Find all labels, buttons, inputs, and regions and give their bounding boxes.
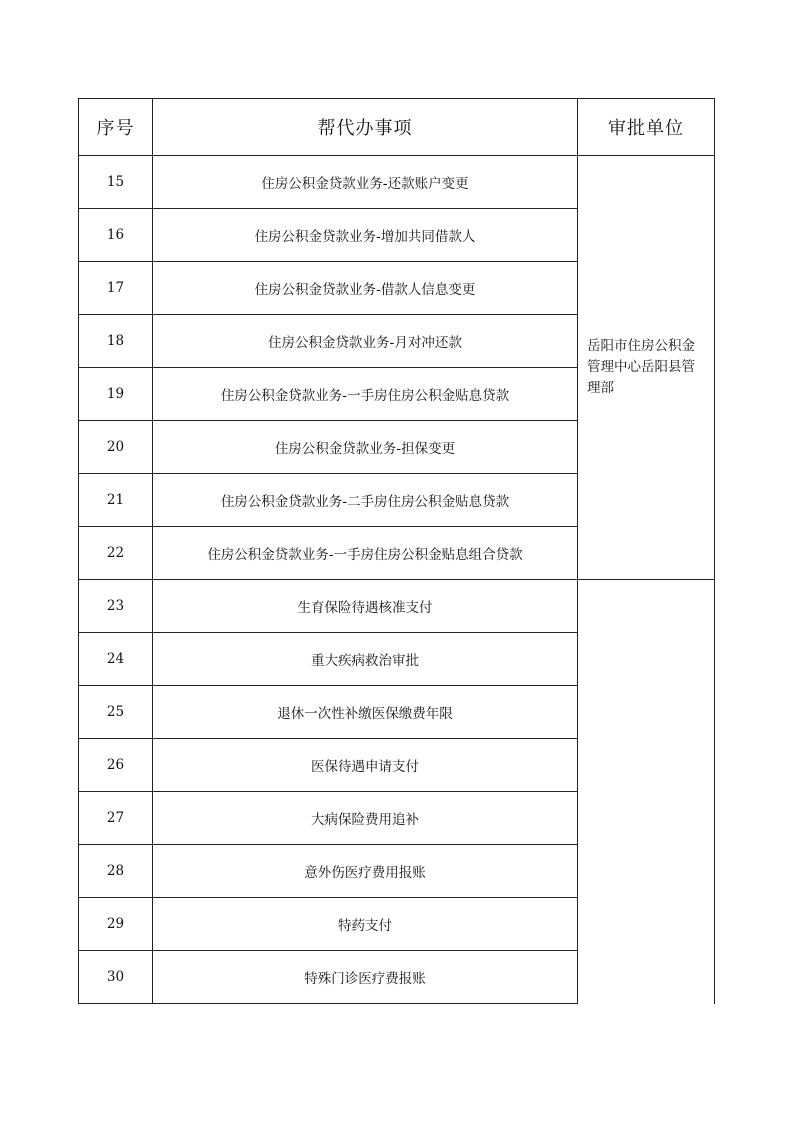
row-seq: 16 <box>79 209 153 262</box>
row-seq: 29 <box>79 898 153 951</box>
row-item: 住房公积金贷款业务-二手房住房公积金贴息贷款 <box>153 474 578 527</box>
header-unit: 审批单位 <box>578 99 715 156</box>
row-seq: 24 <box>79 633 153 686</box>
row-seq: 19 <box>79 368 153 421</box>
row-item: 住房公积金贷款业务-月对冲还款 <box>153 315 578 368</box>
header-item: 帮代办事项 <box>153 99 578 156</box>
row-seq: 27 <box>79 792 153 845</box>
table-row <box>79 580 715 633</box>
row-seq: 28 <box>79 845 153 898</box>
row-item: 住房公积金贷款业务-担保变更 <box>153 421 578 474</box>
row-seq: 25 <box>79 686 153 739</box>
row-item: 特殊门诊医疗费报账 <box>153 951 578 1004</box>
row-item: 住房公积金贷款业务-增加共同借款人 <box>153 209 578 262</box>
approval-unit-name: 岳阳市住房公积金管理中心岳阳县管理部 <box>587 338 695 396</box>
approval-table-page <box>78 98 714 1010</box>
row-item: 住房公积金贷款业务-借款人信息变更 <box>153 262 578 315</box>
row-item: 医保待遇申请支付 <box>153 739 578 792</box>
service-items-table <box>78 98 715 1004</box>
row-item: 生育保险待遇核准支付 <box>153 580 578 633</box>
row-item: 特药支付 <box>153 898 578 951</box>
row-item: 住房公积金贷款业务-还款账户变更 <box>153 156 578 209</box>
row-seq: 30 <box>79 951 153 1004</box>
approval-unit-cell-continued <box>578 580 715 1004</box>
approval-unit-cell <box>578 156 715 580</box>
row-item: 意外伤医疗费用报账 <box>153 845 578 898</box>
row-item: 重大疾病救治审批 <box>153 633 578 686</box>
row-seq: 15 <box>79 156 153 209</box>
row-seq: 23 <box>79 580 153 633</box>
header-seq: 序号 <box>79 99 153 156</box>
row-item: 住房公积金贷款业务-一手房住房公积金贴息组合贷款 <box>153 527 578 580</box>
row-item: 大病保险费用追补 <box>153 792 578 845</box>
row-seq: 20 <box>79 421 153 474</box>
row-item: 退休一次性补缴医保缴费年限 <box>153 686 578 739</box>
row-seq: 21 <box>79 474 153 527</box>
table-header-row <box>79 99 715 156</box>
row-seq: 22 <box>79 527 153 580</box>
row-seq: 17 <box>79 262 153 315</box>
row-seq: 18 <box>79 315 153 368</box>
row-item: 住房公积金贷款业务-一手房住房公积金贴息贷款 <box>153 368 578 421</box>
row-seq: 26 <box>79 739 153 792</box>
table-row <box>79 156 715 209</box>
